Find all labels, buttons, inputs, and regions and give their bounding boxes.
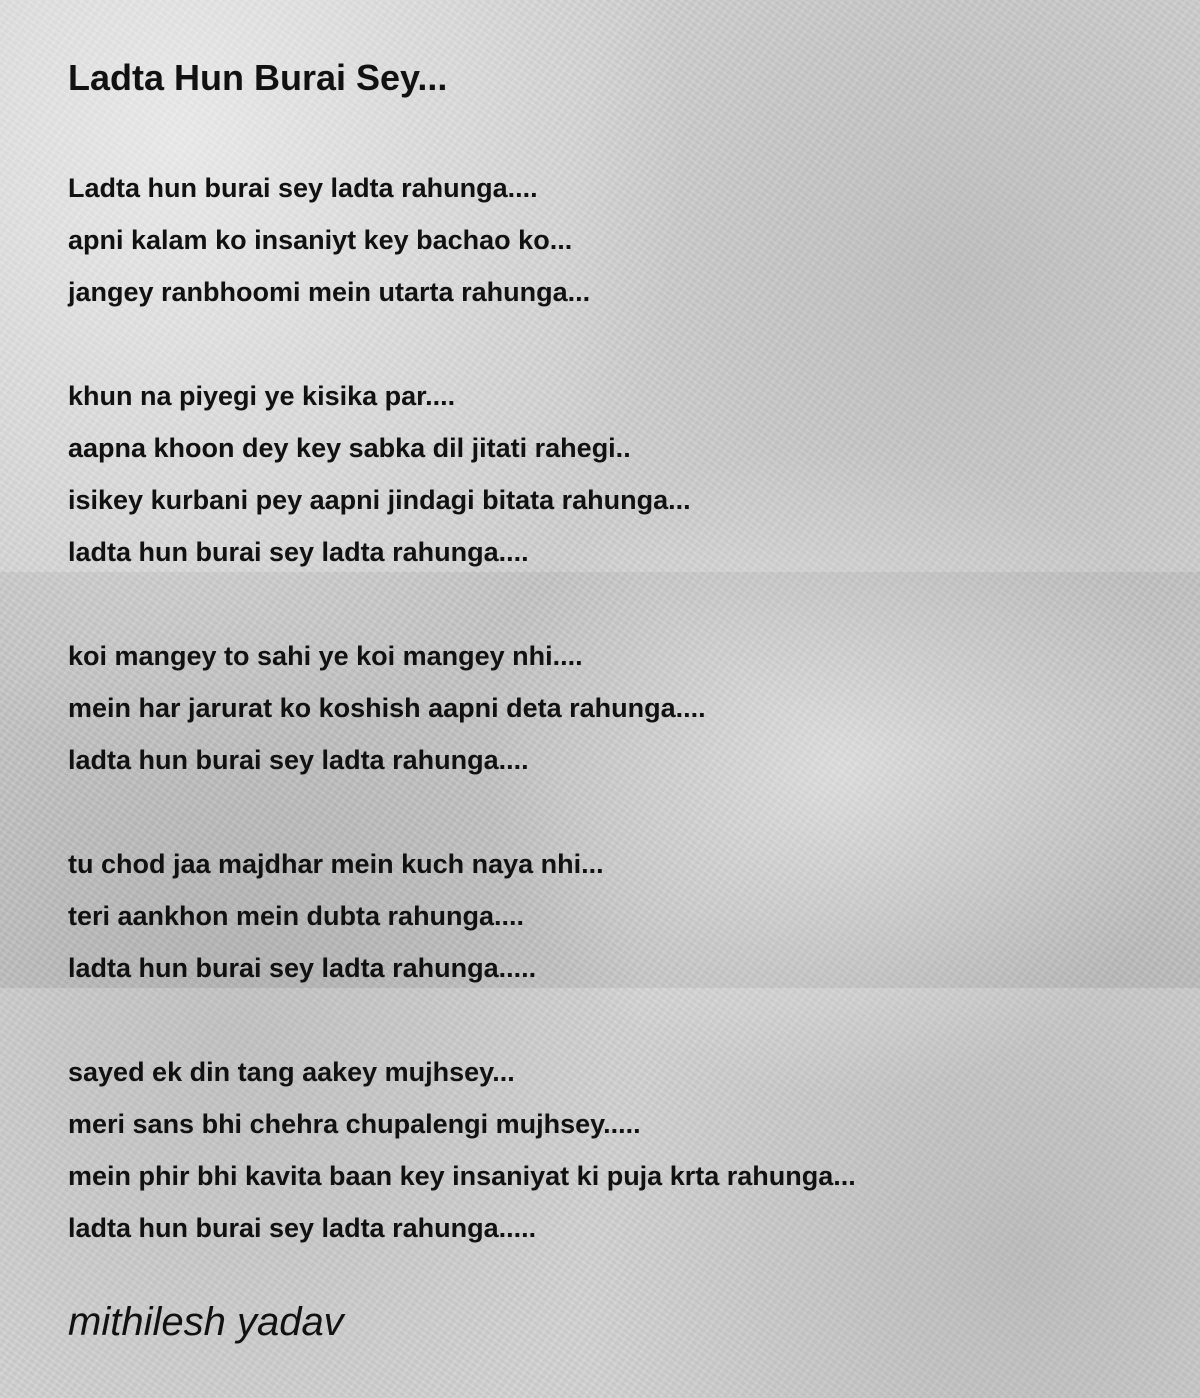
poem-line: aapna khoon dey key sabka dil jitati rahegi.. [68,433,631,463]
poem-line: apni kalam ko insaniyt key bachao ko... [68,225,573,255]
poem-body [68,162,1148,1254]
stanza-4 [68,838,1148,994]
poem-line: teri aankhon mein dubta rahunga.... [68,901,525,931]
poem-line: koi mangey to sahi ye koi mangey nhi.... [68,641,583,671]
poem-line: khun na piyegi ye kisika par.... [68,381,456,411]
poem-line: sayed ek din tang aakey mujhsey... [68,1057,515,1087]
poem-line: Ladta hun burai sey ladta rahunga.... [68,173,538,203]
poem-line: ladta hun burai sey ladta rahunga..... [68,953,537,983]
poem-line: tu chod jaa majdhar mein kuch naya nhi... [68,849,604,879]
poem-container [68,52,1148,1306]
poem-line: ladta hun burai sey ladta rahunga.... [68,537,529,567]
stanza-2 [68,370,1148,578]
stanza-1 [68,162,1148,318]
poem-title: Ladta Hun Burai Sey... [68,57,448,98]
stanza-5 [68,1046,1148,1254]
poem-line: mein har jarurat ko koshish aapni deta rahunga.... [68,693,706,723]
poem-line: ladta hun burai sey ladta rahunga..... [68,1213,537,1243]
poem-line: ladta hun burai sey ladta rahunga.... [68,745,529,775]
poem-line: meri sans bhi chehra chupalengi mujhsey..... [68,1109,641,1139]
poem-line: jangey ranbhoomi mein utarta rahunga... [68,277,591,307]
poem-line: isikey kurbani pey aapni jindagi bitata rahunga... [68,485,691,515]
poem-line: mein phir bhi kavita baan key insaniyat ki puja krta rahunga... [68,1161,856,1191]
stanza-3 [68,630,1148,786]
author-name: mithilesh yadav [68,1300,344,1344]
